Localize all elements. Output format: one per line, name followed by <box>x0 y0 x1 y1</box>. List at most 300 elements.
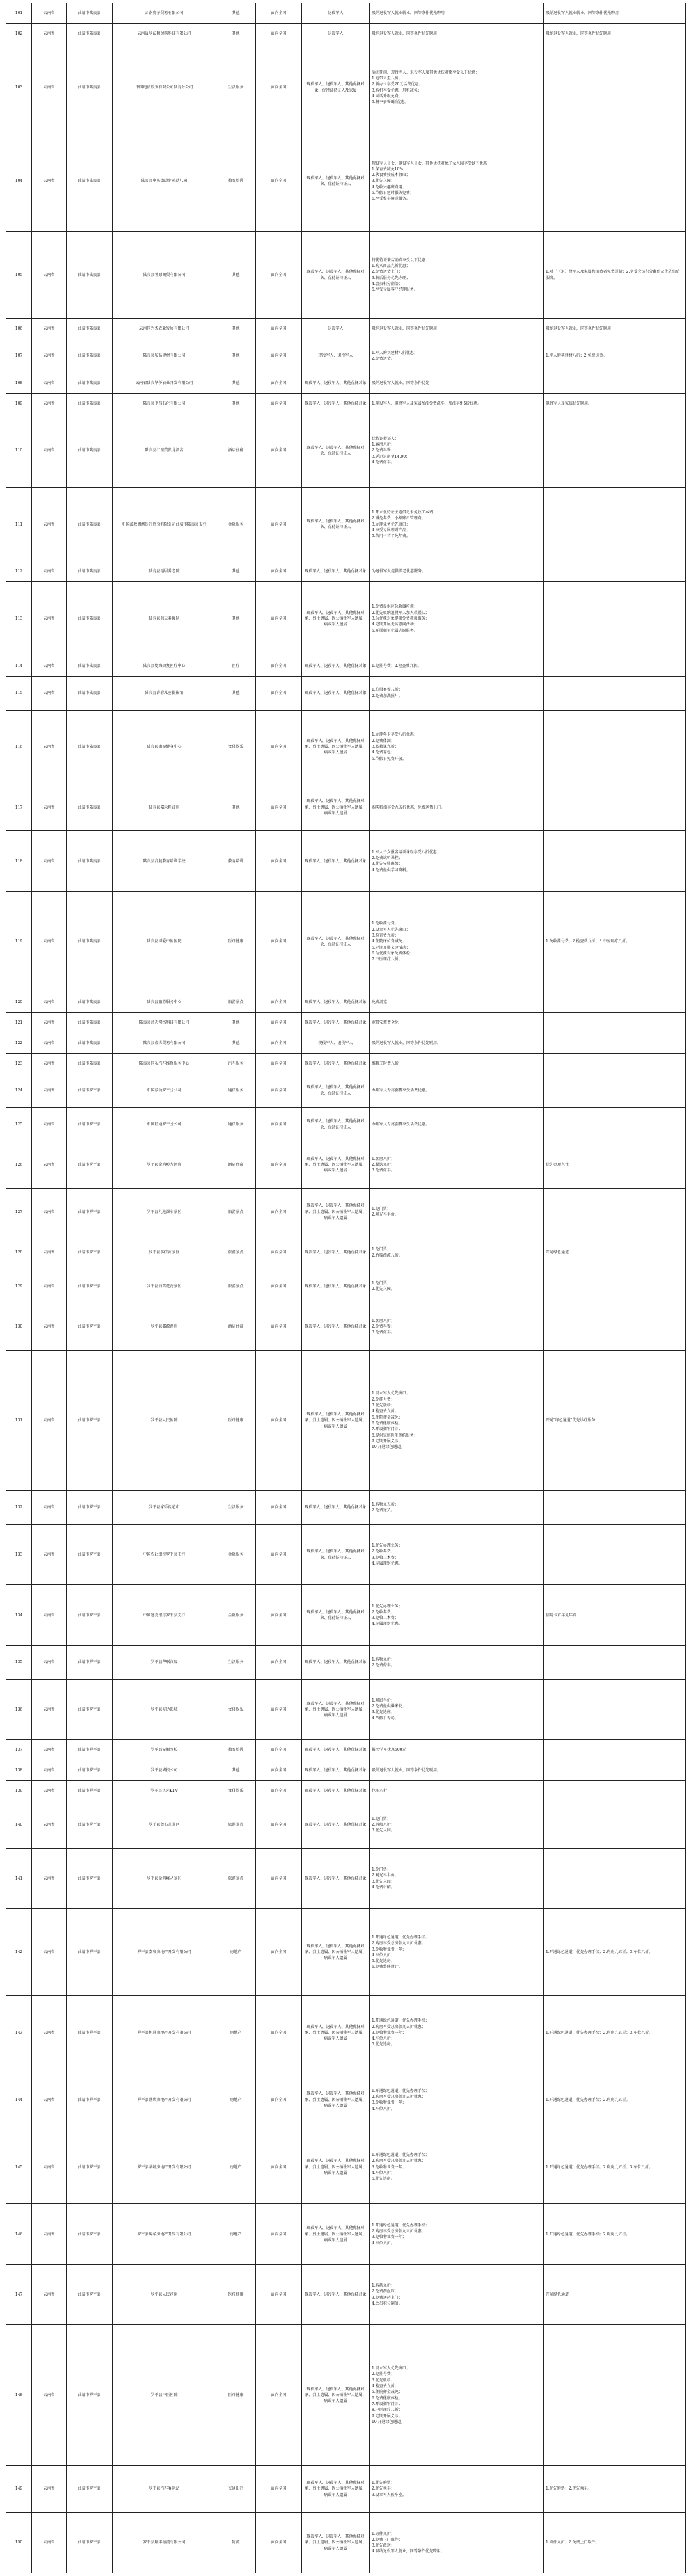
content-line: 5.定期开展义诊活动； <box>372 945 410 950</box>
province-cell: 云南省 <box>32 24 67 44</box>
organization-cell: 罗平县九龙瀑布景区 <box>113 1189 216 1236</box>
province-cell: 云南省 <box>32 1141 67 1189</box>
table-row <box>6 393 686 414</box>
content-line: 3.免收物业费一年； <box>372 2235 406 2240</box>
content-line: 4.检查费九折； <box>372 1409 399 1414</box>
additional-content-cell <box>544 1012 686 1033</box>
target-group-cell: 现役军人、退役军人 <box>302 1033 370 1053</box>
additional-content-cell: 退役军人及家属优先聘用。 <box>544 393 686 414</box>
table-row <box>6 784 686 831</box>
serial-number-cell: 136 <box>6 1679 32 1740</box>
target-group-cell: 现役军人、退役军人、其他优抚对象、优待证持证人 <box>302 414 370 487</box>
content-line: 3.免收物业费一年； <box>372 2030 406 2035</box>
content-line: 办理军人专属套餐享受话费优惠。 <box>372 1088 430 1093</box>
scope-cell: 面向全国 <box>256 1996 302 2070</box>
target-group-cell: 现役军人、退役军人、其他优抚对象 <box>302 1848 370 1909</box>
city-county-cell: 曲靖市陆良县 <box>67 582 113 656</box>
content-line: 现役军人子女、退役军人子女、其他优抚对象子女入园享受以下优惠： <box>372 161 491 166</box>
city-county-cell: 曲靖市陆良县 <box>67 393 113 414</box>
scope-cell: 面向全国 <box>256 488 302 561</box>
additional-content-cell <box>544 1781 686 1801</box>
table-row <box>6 1909 686 1996</box>
content-line: 5.优先选房。 <box>372 2042 395 2047</box>
table-row <box>6 1074 686 1107</box>
serial-number-cell: 141 <box>6 1848 32 1909</box>
organization-cell: 陆良县旅游服务中心 <box>113 992 216 1012</box>
scope-cell: 面向全国 <box>256 2325 302 2465</box>
table-row <box>6 1760 686 1781</box>
organization-cell: 罗平县油菜花海景区 <box>113 1269 216 1303</box>
province-cell: 云南省 <box>32 1269 67 1303</box>
content-line: 3.优先选座； <box>372 1710 395 1715</box>
category-cell: 汽车服务 <box>216 1053 256 1074</box>
organization-cell: 罗平县万达影城 <box>113 1679 216 1740</box>
additional-content-cell <box>544 1524 686 1585</box>
table-row <box>6 582 686 656</box>
category-cell: 医疗健康 <box>216 891 256 992</box>
content-line: 2.优先吸纳退役军人加入救援队； <box>372 610 429 615</box>
content-line: 5.住院押金减免； <box>372 1415 402 1420</box>
content-line: 1.免门票； <box>372 1867 391 1872</box>
city-county-cell: 曲靖市陆良县 <box>67 488 113 561</box>
table-row <box>6 1585 686 1646</box>
target-group-cell: 现役军人、退役军人、其他优抚对象、烈士遗属、因公牺牲军人遗属、病故军人遗属 <box>302 2325 370 2465</box>
table-row <box>6 1740 686 1760</box>
category-cell: 其他 <box>216 373 256 393</box>
content-line: 4.免费停车。 <box>372 460 395 465</box>
content-line: 1.设立军人优先窗口； <box>372 1391 410 1396</box>
content-line: 4.免费讲解。 <box>372 1885 395 1890</box>
target-group-cell: 退役军人 <box>302 319 370 339</box>
city-county-cell: 曲靖市罗平县 <box>67 1141 113 1189</box>
content-line: 3.免收工本费； <box>372 1555 399 1560</box>
category-cell: 金融服务 <box>216 1524 256 1585</box>
additional-content-cell: 开通绿色通道 <box>544 1236 686 1269</box>
preferential-content-cell <box>370 1074 544 1107</box>
serial-number-cell: 105 <box>6 231 32 318</box>
target-group-cell: 现役军人、退役军人、其他优抚对象、烈士遗属、因公牺牲军人遗属、病故军人遗属 <box>302 1996 370 2070</box>
scope-cell: 面向全国 <box>256 1303 302 1351</box>
scope-cell: 面向全国 <box>256 1524 302 1585</box>
content-line: 7.开设拥军门诊； <box>372 1427 402 1432</box>
category-cell: 医疗健康 <box>216 2325 256 2465</box>
province-cell: 云南省 <box>32 2325 67 2465</box>
content-line: 4.会员积分翻倍。 <box>372 2301 402 2306</box>
category-cell: 医疗健康 <box>216 1350 256 1490</box>
city-county-cell: 曲靖市陆良县 <box>67 831 113 892</box>
target-group-cell: 现役军人、退役军人、其他优抚对象 <box>302 373 370 393</box>
city-county-cell: 曲靖市陆良县 <box>67 710 113 784</box>
additional-content-cell: 1.开通绿色通道，优先办理手续；2.购房九五折；3.车位八折。 <box>544 1909 686 1996</box>
content-line: 1.现役军人、退役军人及家属加油免费洗车，加油享9.5折优惠。 <box>372 401 482 406</box>
content-line: 2.免费上门取件； <box>372 2537 402 2542</box>
preferential-content-cell <box>370 1350 544 1490</box>
province-cell: 云南省 <box>32 1053 67 1074</box>
organization-cell: 中国电信股份有限公司陆良分公司 <box>113 44 216 131</box>
category-cell: 酒店住宿 <box>216 414 256 487</box>
category-cell: 文体娱乐 <box>216 1781 256 1801</box>
category-cell: 生活服务 <box>216 1491 256 1525</box>
preferential-content-cell <box>370 393 544 414</box>
serial-number-cell: 129 <box>6 1269 32 1303</box>
city-county-cell: 曲靖市陆良县 <box>67 1053 113 1074</box>
content-line: 4.享受专属理财产品； <box>372 527 410 533</box>
preferential-merchant-table <box>6 3 686 2573</box>
preferential-content-cell <box>370 414 544 487</box>
province-cell: 云南省 <box>32 488 67 561</box>
preferential-content-cell <box>370 1524 544 1585</box>
organization-cell: 中国建设银行罗平县支行 <box>113 1585 216 1646</box>
content-line: 1.免门票； <box>372 1816 391 1821</box>
serial-number-cell: 144 <box>6 2070 32 2130</box>
table-row <box>6 2465 686 2513</box>
content-line: 1.免费提供应急救援培训； <box>372 604 418 609</box>
province-cell: 云南省 <box>32 2130 67 2204</box>
table-row <box>6 1801 686 1849</box>
table-row <box>6 2513 686 2573</box>
target-group-cell: 现役军人、退役军人、其他优抚对象、优待证持证人 <box>302 231 370 318</box>
preferential-content-cell <box>370 1996 544 2070</box>
additional-content-cell: 1.开通绿色通道，优先办理手续；2.购房九五折。 <box>544 2204 686 2265</box>
content-line: 6.享受校车接送服务。 <box>372 197 410 202</box>
content-line: 5.畅享套餐8折优惠。 <box>372 100 409 105</box>
content-line: 8.中医理疗八折； <box>372 2408 402 2413</box>
city-county-cell: 曲靖市罗平县 <box>67 1236 113 1269</box>
city-county-cell: 曲靖市罗平县 <box>67 1996 113 2070</box>
additional-content-cell: 1.开通绿色通道，优先办理手续；2.购房九五折；3.车位八折。 <box>544 2130 686 2204</box>
serial-number-cell: 140 <box>6 1801 32 1849</box>
additional-content-cell: 1.寄件九折；2.免费上门取件。 <box>544 2513 686 2573</box>
serial-number-cell: 113 <box>6 582 32 656</box>
organization-cell: 陆良县福居养老院 <box>113 561 216 582</box>
additional-content-cell: 1.免收挂号费；2.检查费九折；3.中医理疗八折。 <box>544 891 686 992</box>
serial-number-cell: 133 <box>6 1524 32 1585</box>
organization-cell: 陆良县东晶建材有限公司 <box>113 339 216 373</box>
table-row <box>6 131 686 232</box>
content-line: 购买粮油享受九五折优惠，免费送货上门。 <box>372 805 445 810</box>
content-line: 吸纳退役军人就业，同等条件优先 <box>372 380 430 385</box>
city-county-cell: 曲靖市罗平县 <box>67 1848 113 1909</box>
content-line: 4.检查费九折； <box>372 2384 399 2389</box>
content-line: 3.优先就诊； <box>372 2378 395 2383</box>
additional-content-cell <box>544 1645 686 1679</box>
serial-number-cell: 118 <box>6 831 32 892</box>
target-group-cell: 现役军人、退役军人、其他优抚对象、优待证持证人 <box>302 131 370 232</box>
table-row <box>6 1996 686 2070</box>
content-line: 4.节假日专场。 <box>372 1716 399 1721</box>
serial-number-cell: 127 <box>6 1189 32 1236</box>
target-group-cell: 现役军人、退役军人、其他优抚对象、烈士遗属、因公牺牲军人遗属、病故军人遗属 <box>302 1189 370 1236</box>
content-line: 3.优先派送； <box>372 2543 395 2548</box>
target-group-cell: 现役军人、退役军人、其他优抚对象、烈士遗属、因公牺牲军人遗属、病故军人遗属 <box>302 1141 370 1189</box>
content-line: 办理军人专属套餐享受话费优惠。 <box>372 1122 430 1127</box>
city-county-cell: 曲靖市罗平县 <box>67 2204 113 2265</box>
preferential-content-cell <box>370 561 544 582</box>
content-line: 1.客房八折； <box>372 442 395 447</box>
target-group-cell: 现役军人、退役军人、其他优抚对象、优待证持证人 <box>302 891 370 992</box>
serial-number-cell: 145 <box>6 2130 32 2204</box>
organization-cell: 罗平县鲁布革景区 <box>113 1801 216 1849</box>
content-line: 4.会员积分翻倍； <box>372 281 402 286</box>
organization-cell: 罗平县顺丰物流有限公司 <box>113 2513 216 2573</box>
additional-content-cell: 优先办理入住 <box>544 1141 686 1189</box>
preferential-content-cell <box>370 488 544 561</box>
city-county-cell: 曲靖市陆良县 <box>67 44 113 131</box>
table-row <box>6 1107 686 1141</box>
target-group-cell: 现役军人、退役军人、其他优抚对象、烈士遗属、因公牺牲军人遗属、病故军人遗属 <box>302 710 370 784</box>
city-county-cell: 曲靖市陆良县 <box>67 891 113 992</box>
content-line: 1.军人购买建材八折优惠； <box>372 350 418 355</box>
province-cell: 云南省 <box>32 3 67 24</box>
organization-cell: 中国邮政储蓄银行股份有限公司曲靖市陆良县支行 <box>113 488 216 561</box>
preferential-content-cell <box>370 1760 544 1781</box>
target-group-cell: 退役军人 <box>302 24 370 44</box>
scope-cell: 面向全国 <box>256 1269 302 1303</box>
target-group-cell: 现役军人、退役军人、其他优抚对象 <box>302 1801 370 1849</box>
preferential-content-cell <box>370 1107 544 1141</box>
preferential-content-cell <box>370 231 544 318</box>
target-group-cell: 现役军人、退役军人、其他优抚对象、优待证持证人 <box>302 488 370 561</box>
serial-number-cell: 143 <box>6 1996 32 2070</box>
province-cell: 云南省 <box>32 373 67 393</box>
organization-cell: 陆良县康泰健身中心 <box>113 710 216 784</box>
organization-cell: 陆良县博爱中医医院 <box>113 891 216 992</box>
additional-content-cell <box>544 1848 686 1909</box>
category-cell: 旅游景点 <box>216 1189 256 1236</box>
city-county-cell: 曲靖市陆良县 <box>67 656 113 676</box>
scope-cell: 面向全国 <box>256 710 302 784</box>
organization-cell: 陆良县蓝天网络科技有限公司 <box>113 1012 216 1033</box>
content-line: 4.车位八折； <box>372 2036 395 2041</box>
organization-cell: 罗平县中医医院 <box>113 2325 216 2465</box>
organization-cell: 中国联通罗平分公司 <box>113 1107 216 1141</box>
scope-cell: 面向全国 <box>256 1801 302 1849</box>
category-cell: 酒店住宿 <box>216 1141 256 1189</box>
organization-cell: 陆良县嘉禾粮油店 <box>113 784 216 831</box>
content-line: 1.免门票； <box>372 1207 391 1212</box>
serial-number-cell: 139 <box>6 1781 32 1801</box>
content-line: 6.免费健康体检； <box>372 2395 402 2401</box>
content-line: 3.免费停车。 <box>372 1330 395 1335</box>
scope-cell: 面向全国 <box>256 44 302 131</box>
additional-content-cell <box>544 44 686 131</box>
serial-number-cell: 103 <box>6 44 32 131</box>
scope-cell: 面向全国 <box>256 1189 302 1236</box>
table-row <box>6 2070 686 2130</box>
category-cell: 教育培训 <box>216 831 256 892</box>
province-cell: 云南省 <box>32 1107 67 1141</box>
scope-cell: 面向全国 <box>256 1740 302 1760</box>
province-cell: 云南省 <box>32 1585 67 1646</box>
serial-number-cell: 125 <box>6 1107 32 1141</box>
content-line: 吸纳退役军人就业，同等条件优先聘用。 <box>372 1768 441 1773</box>
province-cell: 云南省 <box>32 784 67 831</box>
table-row <box>6 3 686 24</box>
category-cell: 医疗健康 <box>216 2264 256 2325</box>
table-row <box>6 561 686 582</box>
province-cell: 云南省 <box>32 1848 67 1909</box>
organization-cell: 云南晟罗法顺贸易科技有限公司 <box>113 24 216 44</box>
serial-number-cell: 101 <box>6 3 32 24</box>
city-county-cell: 曲靖市罗平县 <box>67 1350 113 1490</box>
organization-cell: 陆良县恒原商贸有限公司 <box>113 231 216 318</box>
target-group-cell: 现役军人、退役军人、其他优抚对象 <box>302 1760 370 1781</box>
table-row <box>6 319 686 339</box>
city-county-cell: 曲靖市陆良县 <box>67 676 113 710</box>
preferential-content-cell <box>370 1236 544 1269</box>
scope-cell: 面向全国 <box>256 2264 302 2325</box>
content-line: 1.优先办理业务； <box>372 1604 402 1609</box>
scope-cell: 面向全国 <box>256 1012 302 1033</box>
content-line: 1.开通绿色通道，优先办理手续； <box>372 1935 429 1940</box>
city-county-cell: 曲靖市陆良县 <box>67 231 113 318</box>
table-row <box>6 339 686 373</box>
organization-cell: 罗平县安顺驾校 <box>113 1740 216 1760</box>
content-line: 2.设立军人优先窗口； <box>372 927 410 932</box>
category-cell: 房地产 <box>216 2130 256 2204</box>
target-group-cell: 现役军人、退役军人、其他优抚对象 <box>302 1781 370 1801</box>
content-line: 1.免门票； <box>372 1281 391 1286</box>
table-row <box>6 1053 686 1074</box>
province-cell: 云南省 <box>32 1740 67 1760</box>
preferential-content-cell <box>370 1679 544 1740</box>
category-cell: 房地产 <box>216 1909 256 1996</box>
scope-cell: 面向全国 <box>256 1141 302 1189</box>
city-county-cell: 曲靖市罗平县 <box>67 1303 113 1351</box>
province-cell: 云南省 <box>32 2465 67 2513</box>
content-line: 3.免费停车。 <box>372 1168 395 1173</box>
province-cell: 云南省 <box>32 656 67 676</box>
scope-cell: 面向全国 <box>256 2513 302 2573</box>
content-line: 3.为优抚对象提供免费救援服务； <box>372 616 429 621</box>
province-cell: 云南省 <box>32 2070 67 2130</box>
serial-number-cell: 122 <box>6 1033 32 1053</box>
additional-content-cell: 吸纳退役军人就业，同等条件优先聘用 <box>544 24 686 44</box>
content-line: 2.游船八折； <box>372 1822 395 1827</box>
additional-content-cell <box>544 414 686 487</box>
scope-cell: 面向全国 <box>256 1848 302 1909</box>
category-cell: 金融服务 <box>216 1585 256 1646</box>
preferential-content-cell <box>370 710 544 784</box>
province-cell: 云南省 <box>32 831 67 892</box>
content-line: 1.客房八折； <box>372 1156 395 1161</box>
content-line: 4.免收兴趣班费用； <box>372 184 406 189</box>
preferential-content-cell <box>370 2513 544 2573</box>
content-line: 2.观光车半价。 <box>372 1212 399 1218</box>
additional-content-cell <box>544 710 686 784</box>
table-row <box>6 1236 686 1269</box>
content-line: 1.购药九折； <box>372 2283 395 2289</box>
organization-cell: 罗平县金鸡岭大酒店 <box>113 1141 216 1189</box>
table-row <box>6 831 686 892</box>
target-group-cell: 现役军人、退役军人、其他优抚对象 <box>302 1303 370 1351</box>
table-row <box>6 488 686 561</box>
city-county-cell: 曲靖市罗平县 <box>67 1801 113 1849</box>
content-line: 1.设立军人优先窗口； <box>372 2366 410 2371</box>
city-county-cell: 曲靖市罗平县 <box>67 1781 113 1801</box>
province-cell: 云南省 <box>32 676 67 710</box>
content-line: 优待证持证人： <box>372 436 399 441</box>
preferential-content-cell <box>370 1053 544 1074</box>
city-county-cell: 曲靖市罗平县 <box>67 1909 113 1996</box>
scope-cell: 面向全国 <box>256 784 302 831</box>
additional-content-cell <box>544 1760 686 1781</box>
target-group-cell: 现役军人、退役军人、其他优抚对象 <box>302 1053 370 1074</box>
scope-cell: 面向全国 <box>256 131 302 232</box>
serial-number-cell: 108 <box>6 373 32 393</box>
province-cell: 云南省 <box>32 1350 67 1490</box>
organization-cell: 罗平县汽车客运站 <box>113 2465 216 2513</box>
preferential-content-cell <box>370 656 544 676</box>
city-county-cell: 曲靖市罗平县 <box>67 2130 113 2204</box>
preferential-content-cell <box>370 1012 544 1033</box>
serial-number-cell: 116 <box>6 710 32 784</box>
preferential-content-cell <box>370 339 544 373</box>
content-line: 3.检查费九折； <box>372 933 399 938</box>
preferential-content-cell <box>370 891 544 992</box>
scope-cell: 面向全国 <box>256 1107 302 1141</box>
category-cell: 其他 <box>216 561 256 582</box>
content-line: 4.免费存包； <box>372 750 395 755</box>
province-cell: 云南省 <box>32 2204 67 2265</box>
target-group-cell: 现役军人、退役军人、其他优抚对象、烈士遗属、因公牺牲军人遗属、病故军人遗属 <box>302 2130 370 2204</box>
content-line: 1.开通绿色通道，优先办理手续； <box>372 2088 429 2093</box>
preferential-content-cell <box>370 1781 544 1801</box>
table-row <box>6 1269 686 1303</box>
category-cell: 其他 <box>216 3 256 24</box>
content-line: 宽带安装费全免 <box>372 1020 399 1025</box>
serial-number-cell: 126 <box>6 1141 32 1189</box>
category-cell: 其他 <box>216 319 256 339</box>
target-group-cell: 现役军人、退役军人、其他优抚对象 <box>302 1012 370 1033</box>
content-line: 2.观光车半价； <box>372 1873 399 1878</box>
table-row <box>6 1491 686 1525</box>
preferential-content-cell <box>370 1740 544 1760</box>
preferential-content-cell <box>370 992 544 1012</box>
category-cell: 旅游景点 <box>216 1236 256 1269</box>
content-line: 1.开立优待证主题借记卡免收工本费； <box>372 510 437 515</box>
content-line: 3.优先入园。 <box>372 1828 395 1833</box>
preferential-content-cell <box>370 1303 544 1351</box>
organization-cell: 罗平县鑫源酒店 <box>113 1303 216 1351</box>
content-line: 2.优先入园。 <box>372 1287 395 1292</box>
serial-number-cell: 119 <box>6 891 32 992</box>
preferential-content-cell <box>370 1909 544 1996</box>
city-county-cell: 曲靖市罗平县 <box>67 2513 113 2573</box>
target-group-cell: 现役军人、退役军人、其他优抚对象、烈士遗属、因公牺牲军人遗属、病故军人遗属 <box>302 1350 370 1490</box>
target-group-cell: 现役军人、退役军人 <box>302 339 370 373</box>
content-line: 4.车位八折； <box>372 2170 395 2175</box>
scope-cell: 面向全国 <box>256 1491 302 1525</box>
province-cell: 云南省 <box>32 131 67 232</box>
content-line: 9.定期开展义诊； <box>372 1438 402 1444</box>
content-line: 吸纳退役军人就业就业，同等条件优先聘用 <box>372 10 445 15</box>
additional-content-cell: 吸纳退役军人就业就业，同等条件优先聘用 <box>544 3 686 24</box>
category-cell: 其他 <box>216 24 256 44</box>
serial-number-cell: 112 <box>6 561 32 582</box>
category-cell: 房地产 <box>216 2070 256 2130</box>
city-county-cell: 曲靖市陆良县 <box>67 131 113 232</box>
target-group-cell: 现役军人、退役军人、其他优抚对象 <box>302 1269 370 1303</box>
serial-number-cell: 110 <box>6 414 32 487</box>
content-line: 1.免挂号费；2.检查费九折。 <box>372 663 422 668</box>
content-line: 5.享受专属客户经理服务。 <box>372 287 418 293</box>
content-line: 活动期间，现役军人、退役军人及其他优抚对象享受以下优惠： <box>372 70 480 75</box>
organization-cell: 罗平县人民医院 <box>113 1350 216 1490</box>
city-county-cell: 曲靖市陆良县 <box>67 561 113 582</box>
preferential-content-cell <box>370 24 544 44</box>
content-line: 5.节假日免费开放。 <box>372 756 406 761</box>
